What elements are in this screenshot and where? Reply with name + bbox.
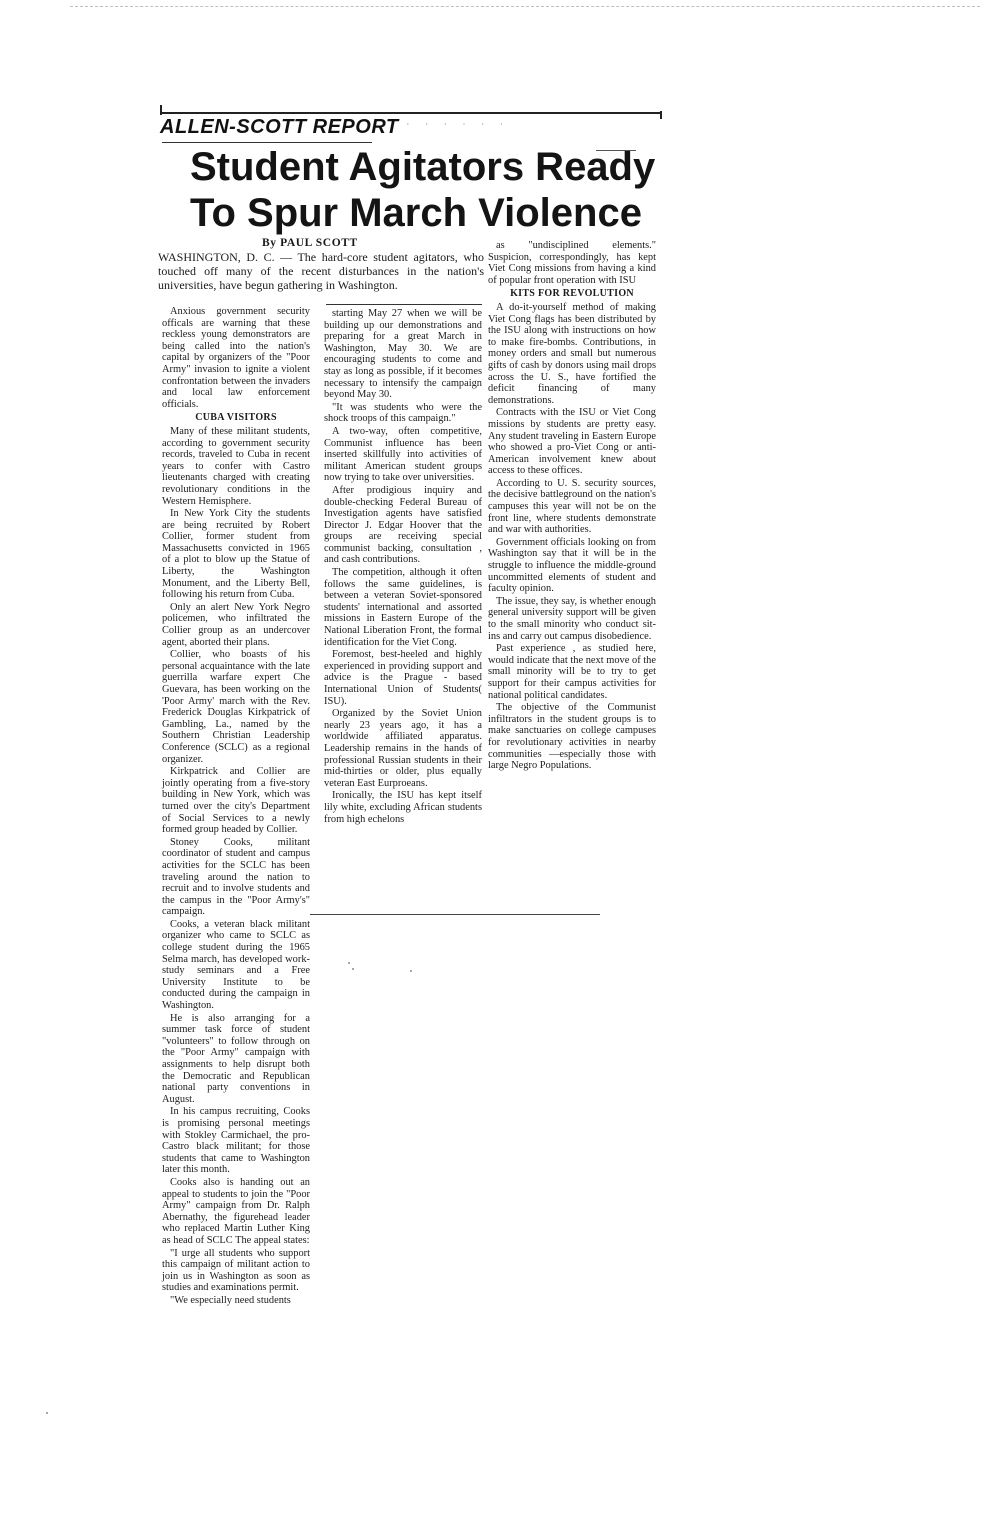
paragraph: Stoney Cooks, militant coordinator of student and campus activities for the SCLC has been traveling around the nation to recruit and to involve students and the campus in the "Poor Army's" campaign. <box>162 836 310 918</box>
paragraph: Many of these militant students, according to government security records, traveled to Cuba in recent years to confer with Castro lieutenants charged with creating revolutionary conditions in the Western Hemisphere. <box>162 425 310 507</box>
column-1 <box>162 306 310 1307</box>
paragraph: A two-way, often competitive, Communist influence has been inserted skillfully into activities of militant American student groups now trying to take over universities. <box>324 425 482 484</box>
headline-line-1: Student Agitators Ready <box>190 145 656 189</box>
column-kicker: ALLEN-SCOTT REPORT <box>160 116 399 138</box>
paragraph: Cooks, a veteran black militant organizer who came to SCLC as college student during the 1965 Selma march, has developed work-study seminars and a Free University Institute to be conducted during the campaign in Washington. <box>162 918 310 1012</box>
paragraph: Kirkpatrick and Collier are jointly operating from a five-story building in New York, which was turned over the city's Department of Social Services to a newly formed group headed by Collier. <box>162 766 310 836</box>
paragraph: The issue, they say, is whether enough general university support will be given to the small minority who conduct sit-ins and carry out campus disobedience. <box>488 595 656 642</box>
paragraph: Government officials looking on from Washington say that it will be in the struggle to influence the middle-ground uncommitted elements of student and faculty opinion. <box>488 536 656 595</box>
byline: By PAUL SCOTT <box>262 237 358 249</box>
headline-line-2: To Spur March Violence <box>190 191 642 235</box>
paragraph: The competition, although it often follows the same guidelines, is between a veteran Soviet-sponsored students' international and assorted missions in Eastern Europe of the National Liberation Front, the formal identification for the Viet Cong. <box>324 567 482 648</box>
newspaper-clipping <box>150 100 670 1306</box>
scan-speck <box>46 1412 48 1414</box>
paragraph: Collier, who boasts of his personal acquaintance with the late guerrilla warfare expert Che Guevara, has been working on the 'Poor Army' march with the Rev. Frederick Douglas Kirkpatrick of Gambling, La., named by the Southern Christian Leadership Conference (SCLC) as a regional organizer. <box>162 649 310 765</box>
paragraph: According to U. S. security sources, the decisive battleground on the nation's campuses this year will not be on the front line, where students demonstrate and war with authorities. <box>488 477 656 536</box>
paragraph: "I urge all students who support this campaign of militant action to join us in Washington as soon as studies and examinations permit. <box>162 1247 310 1294</box>
scan-speck <box>348 962 350 964</box>
subhead-cuba-visitors: CUBA VISITORS <box>195 412 277 424</box>
paragraph: as "undisciplined elements." Suspicion, correspondingly, has kept Viet Cong missions from having a kind of popular front operation with ISU <box>488 240 656 286</box>
faint-stamp-marks: · · · · · · <box>406 118 510 130</box>
paragraph: Foremost, best-heeled and highly experienced in providing support and advice is the Prague - based International Union of Students( ISU). <box>324 649 482 707</box>
lead-paragraph: WASHINGTON, D. C. — The hard-core student agitators, who touched off many of the recent disturbances in the nation's universities, have begun gathering in Washington. <box>158 250 484 292</box>
scan-speck <box>410 970 412 972</box>
paragraph: Ironically, the ISU has kept itself lily white, excluding African students from high echelons <box>324 790 482 825</box>
paragraph: "We especially need students <box>170 1294 291 1306</box>
scan-speck <box>352 968 354 970</box>
top-rule <box>162 112 660 114</box>
paragraph: In New York City the students are being recruited by Robert Collier, former student from Massachusetts convicted in 1965 of a plot to blow up the Statue of Liberty, the Washington Monument, and the Liberty Bell, following his return from Cuba. <box>162 508 310 601</box>
paragraph: He is also arranging for a summer task force of student "volunteers" to follow through on the "Poor Army" campaign with assignments to help disrupt both the Democratic and Republican national party conventions in August. <box>162 1012 310 1105</box>
headline <box>190 144 660 236</box>
subhead-kits-for-revolution: KITS FOR REVOLUTION <box>510 288 634 300</box>
bottom-rule <box>310 914 600 915</box>
paragraph: Anxious government security officals are warning that these reckless young demonstrators are being called into the nation's capital by organizers of the "Poor Army" invasion to ignite a violent confrontation between the invaders and local law enforcement officials. <box>162 306 310 410</box>
column-3 <box>488 240 656 773</box>
paragraph: starting May 27 when we will be building up our demonstrations and preparing for a great March in Washington, May 30. We are encouraging students to come and stay as long as possible, if it becomes necessary to intensify the campaign beyond May 30. <box>324 308 482 401</box>
paragraph: Past experience , as studied here, would indicate that the next move of the small minority will be to try to get support for their campus activities for national political candidates. <box>488 643 656 701</box>
lead-rule <box>326 304 482 305</box>
column-2 <box>324 308 482 826</box>
headline-pen-mark <box>596 150 636 151</box>
paragraph: A do-it-yourself method of making Viet Cong flags has been distributed by the ISU along with instructions on how to make fire-bombs. Contributions, in money orders and small but numerous gifts of cash by donors using mail drops across the U. S., have fortified the deficit financing of many demonstrations. <box>488 301 656 406</box>
paragraph: The objective of the Communist infiltrators in the student groups is to make sanctuaries on college campuses for revolutionary activities in nearby communities —especially those with large Negro Populations. <box>488 702 656 772</box>
paragraph: Only an alert New York Negro policemen, who infiltrated the Collier group as an undercover agent, aborted their plans. <box>162 601 310 648</box>
paragraph: After prodigious inquiry and double-checking Federal Bureau of Investigation agents have satisfied Director J. Edgar Hoover that the groups are receiving special communist backing, consultation , and cash contributions. <box>324 484 482 566</box>
paragraph: In his campus recruiting, Cooks is promising personal meetings with Stokley Carmichael, the pro-Castro black militant; for those students that came to Washington later this month. <box>162 1106 310 1176</box>
paragraph: "It was students who were the shock troops of this campaign." <box>324 401 482 425</box>
scan-top-edge <box>70 6 980 7</box>
paragraph: Contracts with the ISU or Viet Cong missions by students are pretty easy. Any student traveling in Eastern Europe who showed a pro-Viet Cong or anti-American involvement knew about access to these offices. <box>488 407 656 477</box>
paragraph: Cooks also is handing out an appeal to students to join the "Poor Army" campaign from Dr. Ralph Abernathy, the figurehead leader who replaced Martin Luther King as head of SCLC The appeal states: <box>162 1176 310 1246</box>
paragraph: Organized by the Soviet Union nearly 23 years ago, it has a worldwide affiliated apparatus. Leadership remains in the hands of professional Russian students in their mid-thirties or older, plus equally veteran East Eurproeans. <box>324 708 482 789</box>
kicker-underline <box>162 142 372 143</box>
